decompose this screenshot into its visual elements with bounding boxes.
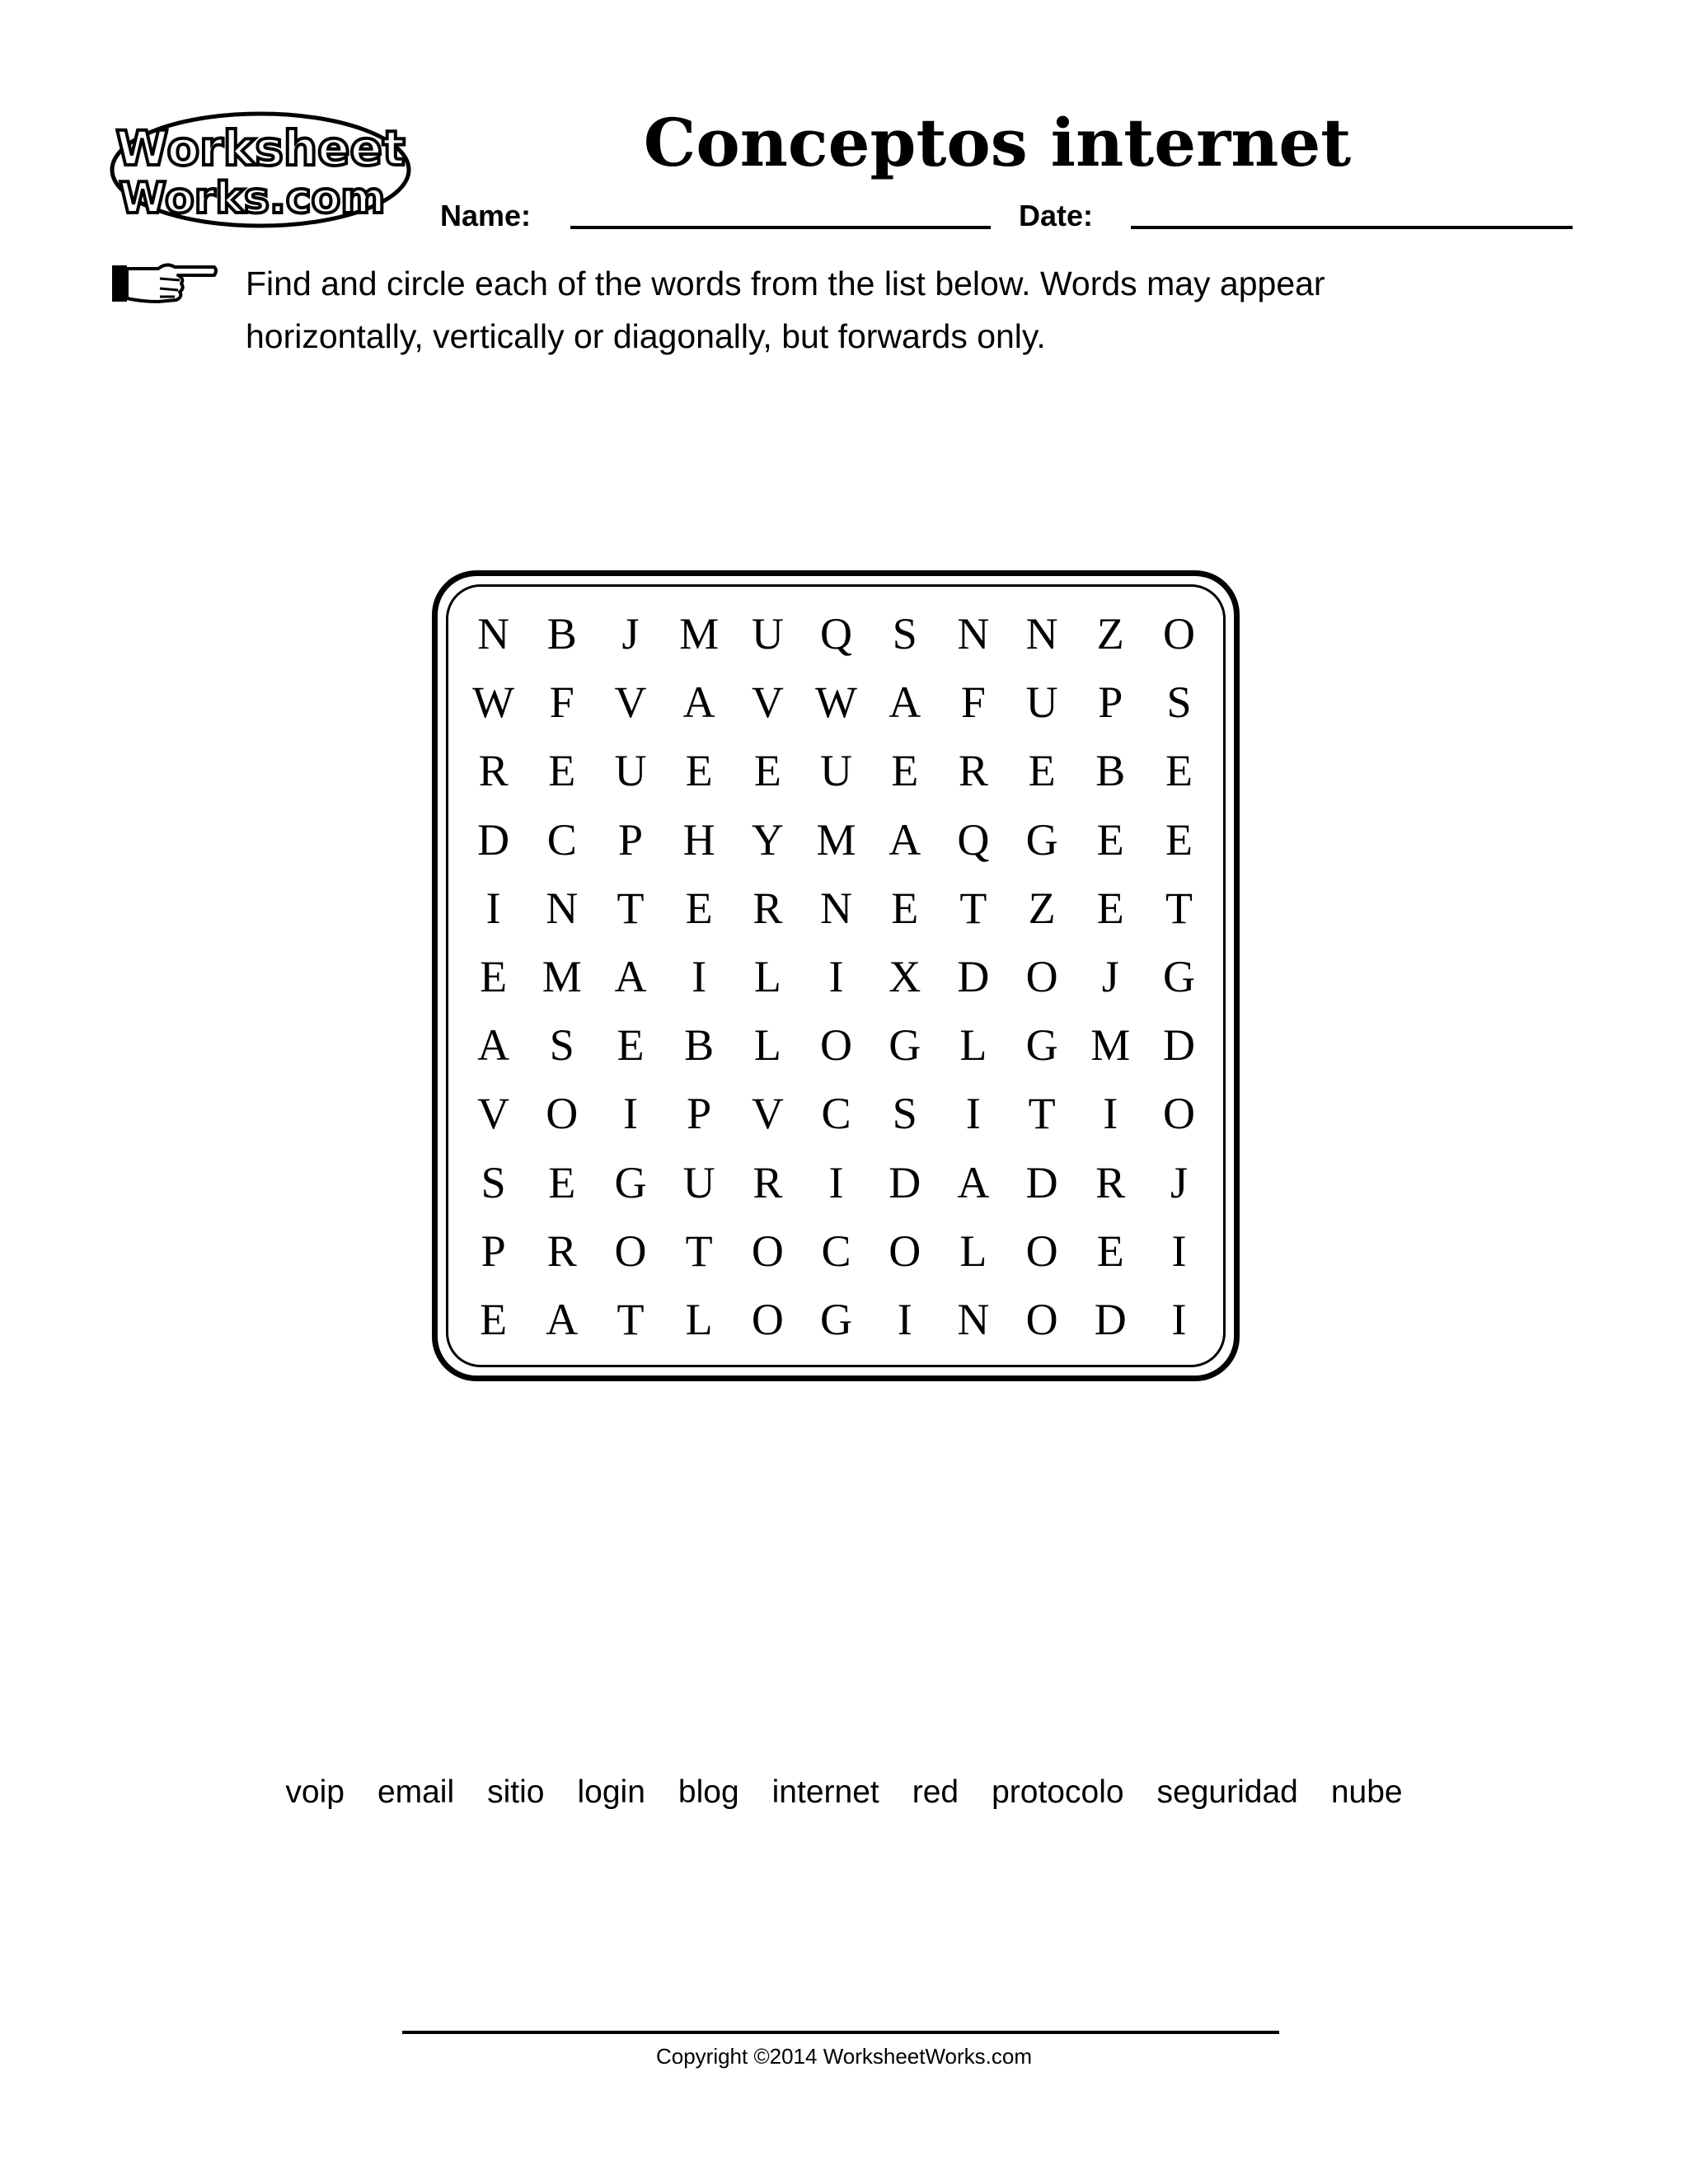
grid-row [459, 1149, 1217, 1217]
grid-letter[interactable]: I [828, 951, 844, 1001]
grid-letter[interactable]: X [889, 951, 921, 1001]
grid-letter[interactable]: E [548, 1157, 576, 1207]
grid-letter[interactable]: R [753, 1157, 783, 1207]
grid-letter[interactable]: W [472, 677, 515, 728]
grid-letter[interactable]: E [617, 1020, 645, 1071]
grid-letter[interactable]: I [622, 1089, 638, 1139]
grid-letter[interactable]: B [684, 1020, 715, 1071]
grid-letter[interactable]: E [685, 883, 713, 933]
grid-letter[interactable]: D [1162, 1020, 1195, 1071]
grid-letter[interactable]: S [892, 609, 917, 658]
grid-letter[interactable]: S [481, 1157, 506, 1207]
grid-letter[interactable]: V [751, 1089, 784, 1139]
logo-line-1: Worksheet [115, 120, 406, 176]
grid-letter[interactable]: T [685, 1226, 713, 1276]
grid-letter[interactable]: A [682, 677, 715, 728]
grid-letter[interactable]: M [816, 814, 856, 865]
grid-letter[interactable]: T [617, 883, 645, 933]
word-list-item: internet [771, 1774, 879, 1810]
word-list-item: login [577, 1774, 645, 1810]
grid-letter[interactable]: E [1096, 883, 1124, 933]
grid-letter[interactable]: T [959, 883, 987, 933]
grid-row [459, 943, 1217, 1011]
grid-row [459, 1011, 1217, 1080]
grid-letter[interactable]: R [958, 746, 988, 796]
word-list-item: sitio [487, 1774, 545, 1810]
grid-letter[interactable]: O [1025, 1294, 1058, 1344]
word-list [0, 1772, 1688, 1813]
grid-letter[interactable]: L [753, 1020, 781, 1071]
copyright-text: Copyright ©2014 WorksheetWorks.com [655, 2044, 1033, 2069]
logo-line-2: Works.com [119, 174, 386, 223]
grid-letter[interactable]: S [549, 1020, 574, 1071]
grid-letter[interactable]: E [480, 951, 508, 1001]
grid-letter[interactable]: S [1166, 677, 1192, 728]
pointing-hand-icon [109, 257, 219, 310]
grid-letter[interactable]: E [1096, 1226, 1124, 1276]
grid-letter[interactable]: M [1090, 1020, 1131, 1071]
grid-letter[interactable]: U [1025, 677, 1058, 728]
grid-letter[interactable]: I [1171, 1294, 1187, 1344]
grid-letter[interactable]: O [546, 1089, 579, 1139]
grid-letter[interactable]: N [957, 1294, 990, 1344]
grid-letter[interactable]: M [542, 951, 582, 1001]
grid-letter[interactable]: V [477, 1089, 510, 1139]
grid-letter[interactable]: J [621, 609, 640, 658]
grid-letter[interactable]: O [889, 1226, 921, 1276]
grid-letter[interactable]: O [1162, 609, 1195, 658]
grid-letter[interactable]: A [477, 1020, 510, 1071]
grid-letter[interactable]: G [614, 1157, 647, 1207]
grid-row [459, 737, 1217, 805]
instructions-line-1: Find and circle each of the words from the list below. Words may appear [246, 265, 1325, 302]
grid-letter[interactable]: E [891, 883, 919, 933]
grid-letter[interactable]: B [1095, 746, 1126, 796]
grid-letter[interactable]: O [1025, 951, 1058, 1001]
grid-letter[interactable]: P [481, 1226, 506, 1276]
grid-letter[interactable]: G [1025, 814, 1058, 865]
grid-letter[interactable]: G [1162, 951, 1195, 1001]
grid-letter[interactable]: D [957, 951, 990, 1001]
grid-letter[interactable]: U [614, 746, 647, 796]
grid-letter[interactable]: N [477, 609, 510, 658]
grid-letter[interactable]: I [485, 883, 501, 933]
grid-letter[interactable]: A [889, 814, 921, 865]
grid-letter[interactable]: A [546, 1294, 579, 1344]
grid-letter[interactable]: I [1171, 1226, 1187, 1276]
grid-letter[interactable]: N [546, 883, 579, 933]
grid-letter[interactable]: P [1098, 677, 1123, 728]
grid-letter[interactable]: J [1170, 1157, 1188, 1207]
grid-letter[interactable]: F [960, 677, 986, 728]
instructions-line-2: horizontally, vertically or diagonally, but forwards only. [246, 317, 1046, 355]
grid-letter[interactable]: V [614, 677, 647, 728]
worksheetworks-logo [107, 107, 414, 232]
grid-letter[interactable]: E [1165, 814, 1193, 865]
grid-letter[interactable]: M [679, 609, 720, 658]
word-list-item: voip [285, 1774, 345, 1810]
grid-letter[interactable]: A [957, 1157, 990, 1207]
grid-letter[interactable]: S [892, 1089, 917, 1139]
grid-letter[interactable]: T [617, 1294, 645, 1344]
grid-letter[interactable]: W [815, 677, 858, 728]
grid-letter[interactable]: O [614, 1226, 647, 1276]
grid-letter[interactable]: N [820, 883, 853, 933]
grid-letter[interactable]: G [820, 1294, 853, 1344]
grid-letter[interactable]: N [957, 609, 990, 658]
grid-letter[interactable]: R [1095, 1157, 1126, 1207]
grid-row [459, 668, 1217, 737]
word-list-item: protocolo [992, 1774, 1124, 1810]
word-list-item: red [912, 1774, 959, 1810]
grid-letter[interactable]: O [1162, 1089, 1195, 1139]
grid-letter[interactable]: A [889, 677, 921, 728]
grid-letter[interactable]: C [546, 814, 577, 865]
grid-letter[interactable]: T [1028, 1089, 1056, 1139]
grid-row [459, 874, 1217, 943]
grid-letter[interactable]: P [617, 814, 643, 865]
grid-letter[interactable]: L [685, 1294, 713, 1344]
grid-row [459, 1217, 1217, 1286]
grid-letter[interactable]: D [477, 814, 510, 865]
grid-letter[interactable]: T [1165, 883, 1193, 933]
grid-letter[interactable]: A [614, 951, 647, 1001]
grid-letter[interactable]: L [753, 951, 781, 1001]
grid-letter[interactable]: F [549, 677, 574, 728]
grid-letter[interactable]: B [546, 609, 577, 658]
date-label: Date: [1019, 199, 1094, 232]
grid-letter[interactable]: L [959, 1020, 987, 1071]
grid-letter[interactable]: C [821, 1226, 851, 1276]
grid-letter[interactable]: E [480, 1294, 508, 1344]
grid-letter[interactable]: E [548, 746, 576, 796]
grid-letter[interactable]: L [959, 1226, 987, 1276]
grid-letter[interactable]: U [820, 746, 853, 796]
grid-letter[interactable]: P [687, 1089, 712, 1139]
page-title: Conceptos internet [643, 104, 1352, 181]
word-list-item: nube [1330, 1774, 1403, 1810]
grid-letter[interactable]: I [897, 1294, 912, 1344]
grid-letter[interactable]: N [1025, 609, 1058, 658]
word-list-item: blog [678, 1774, 739, 1810]
grid-letter[interactable]: J [1101, 951, 1119, 1001]
grid-letter[interactable]: V [751, 677, 784, 728]
word-list-item: seguridad [1156, 1774, 1298, 1810]
grid-letter[interactable]: E [1165, 746, 1193, 796]
grid-letter[interactable]: Z [1096, 609, 1124, 658]
grid-letter[interactable]: U [682, 1157, 715, 1207]
grid-letter[interactable]: Q [957, 814, 990, 865]
grid-letter[interactable]: Z [1028, 883, 1056, 933]
word-list-item: email [377, 1774, 455, 1810]
instructions [246, 257, 1564, 363]
grid-letter[interactable]: D [1094, 1294, 1127, 1344]
grid-row [459, 1286, 1217, 1354]
grid-letter[interactable]: R [546, 1226, 577, 1276]
grid-letter[interactable]: D [1025, 1157, 1058, 1207]
name-label: Name: [440, 199, 532, 232]
grid-letter[interactable]: D [889, 1157, 921, 1207]
grid-letter[interactable]: U [751, 609, 784, 658]
grid-letter[interactable]: Q [820, 609, 853, 658]
grid-letter[interactable]: O [1025, 1226, 1058, 1276]
grid-row [459, 600, 1217, 668]
grid-row [459, 806, 1217, 874]
grid-letter[interactable]: E [1096, 814, 1124, 865]
grid-letter[interactable]: O [820, 1020, 853, 1071]
grid-letter[interactable]: O [751, 1226, 784, 1276]
grid-letter[interactable]: E [685, 746, 713, 796]
word-search-grid [459, 600, 1217, 1354]
grid-letter[interactable]: O [751, 1294, 784, 1344]
grid-letter[interactable]: G [889, 1020, 921, 1071]
grid-letter[interactable]: R [753, 883, 783, 933]
grid-letter[interactable]: R [478, 746, 509, 796]
grid-letter[interactable]: G [1025, 1020, 1058, 1071]
grid-row [459, 1080, 1217, 1148]
grid-letter[interactable]: Y [751, 814, 784, 865]
grid-letter[interactable]: I [1103, 1089, 1118, 1139]
grid-letter[interactable]: H [682, 814, 715, 865]
grid-letter[interactable]: I [828, 1157, 844, 1207]
date-field[interactable] [1131, 226, 1573, 229]
name-field[interactable] [570, 226, 991, 229]
grid-letter[interactable]: E [1028, 746, 1056, 796]
footer-divider [402, 2031, 1279, 2034]
grid-letter[interactable]: I [965, 1089, 981, 1139]
grid-letter[interactable]: C [821, 1089, 851, 1139]
grid-letter[interactable]: E [891, 746, 919, 796]
grid-letter[interactable]: I [692, 951, 707, 1001]
grid-letter[interactable]: E [753, 746, 781, 796]
